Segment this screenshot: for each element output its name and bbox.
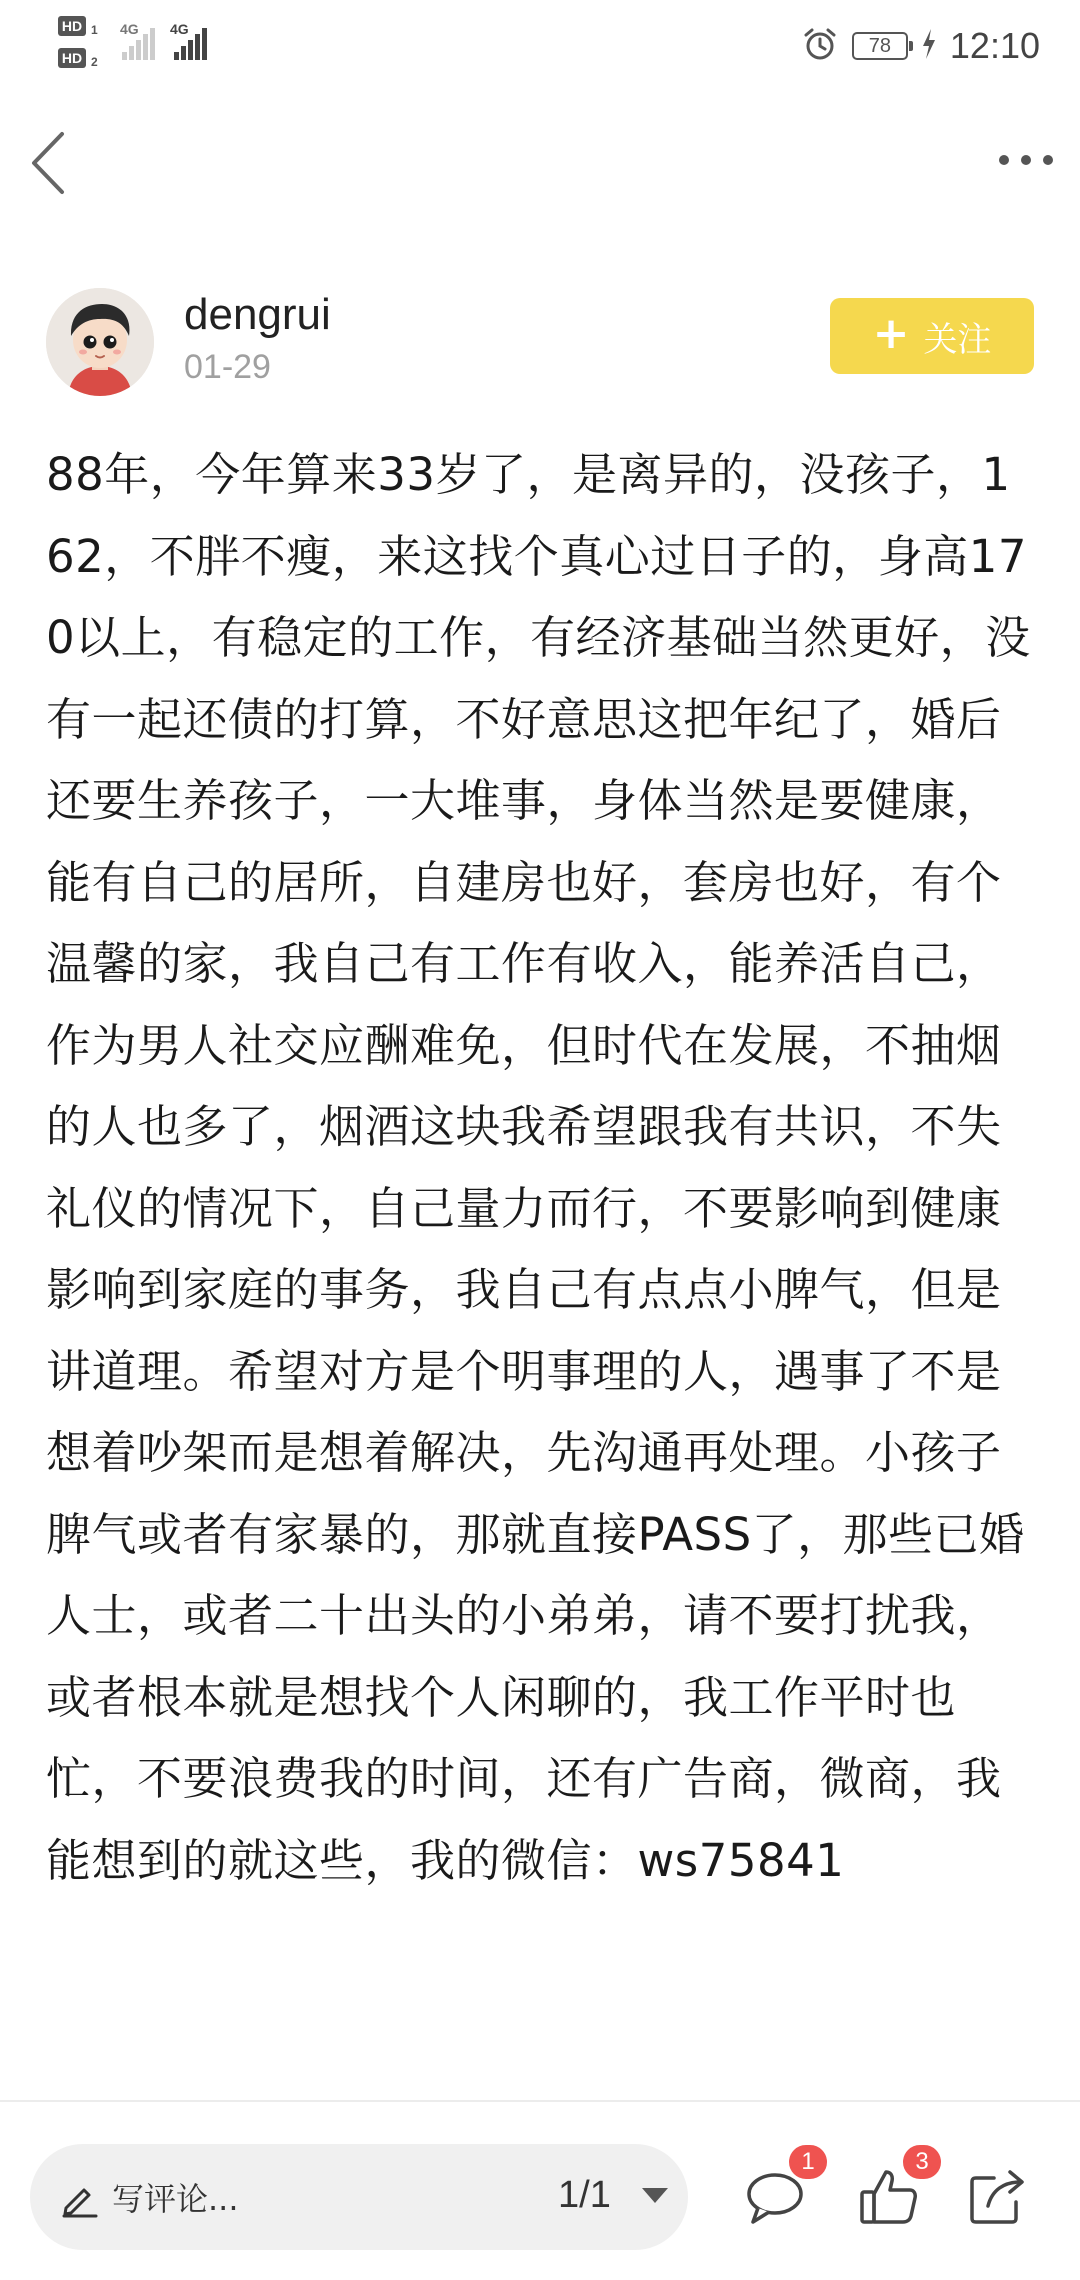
share-icon [964,2215,1030,2234]
author-row [0,280,1080,410]
clock-time: 12:10 [949,25,1040,66]
status-bar [0,0,1080,90]
follow-label: 关注 [923,319,992,360]
hd2-label: HD [61,50,83,66]
back-button[interactable] [22,128,82,198]
post-content: 88年，今年算来33岁了，是离异的，没孩子，162，不胖不瘦，来这找个真心过日子的，身高170以上，有稳定的工作，有经济基础当然更好，没有一起还债的打算，不好意思这把年纪了，婚后还要生养孩子，一大堆事，身体当然是要健康，能有自己的居所，自建房也好，套房也好，有个温馨的家，我自己有工作有收入，能养活自己，作为男人社交应酬难免，但时代在发展，不抽烟的人也多了，烟酒这块我希望跟我有共识，不失礼仪的情况下，自己量力而行，不要影响到健康影响到家庭的事务，我自己有点点小脾气，但是讲道理。希望对方是个明事理的人，遇事了不是想着吵架而是想着解决，先沟通再处理。小孩子脾气或者有家暴的，那就直接PASS了，那些已婚人士，或者二十出头的小弟弟，请不要打扰我，或者根本就是想找个人闲聊的，我工作平时也忙，不要浪费我的时间，还有广告商，微商，我能想到的就这些，我的微信：ws75841 [46,448,1031,1887]
comment-input[interactable] [30,2144,688,2250]
avatar[interactable] [46,288,154,396]
more-options-button[interactable] [996,140,1056,180]
follow-button[interactable] [830,298,1034,374]
author-name[interactable]: dengrui [184,290,331,339]
chevron-left-icon [22,183,82,202]
share-button[interactable] [964,2164,1034,2234]
sim2-network-label: 4G [170,21,189,37]
caret-down-icon[interactable] [642,2188,668,2203]
battery-indicator [852,32,908,60]
status-right [802,20,1040,72]
comment-icon [742,2215,808,2234]
sim1-network-label: 4G [120,21,139,37]
pencil-icon [60,2178,100,2218]
comment-count-badge: 1 [786,2142,830,2182]
like-count-badge: 3 [900,2142,944,2182]
like-button[interactable] [856,2148,929,2234]
alarm-icon [802,26,838,66]
hd1-label: HD [61,18,83,34]
thumbs-up-icon [856,2215,922,2234]
charging-icon [922,29,936,63]
comments-button[interactable] [742,2148,815,2234]
comment-placeholder: 写评论... [112,2180,239,2218]
bottom-action-bar [0,2102,1080,2280]
plus-icon: + [872,308,910,359]
post-date: 01-29 [184,348,271,386]
svg-text:2: 2 [91,55,98,69]
svg-text:1: 1 [91,23,98,37]
page-indicator[interactable]: 1/1 [558,2174,611,2216]
top-navigation [0,110,1080,210]
more-horizontal-icon [996,165,1056,184]
battery-level: 78 [868,34,892,57]
signal-indicators [58,14,248,78]
